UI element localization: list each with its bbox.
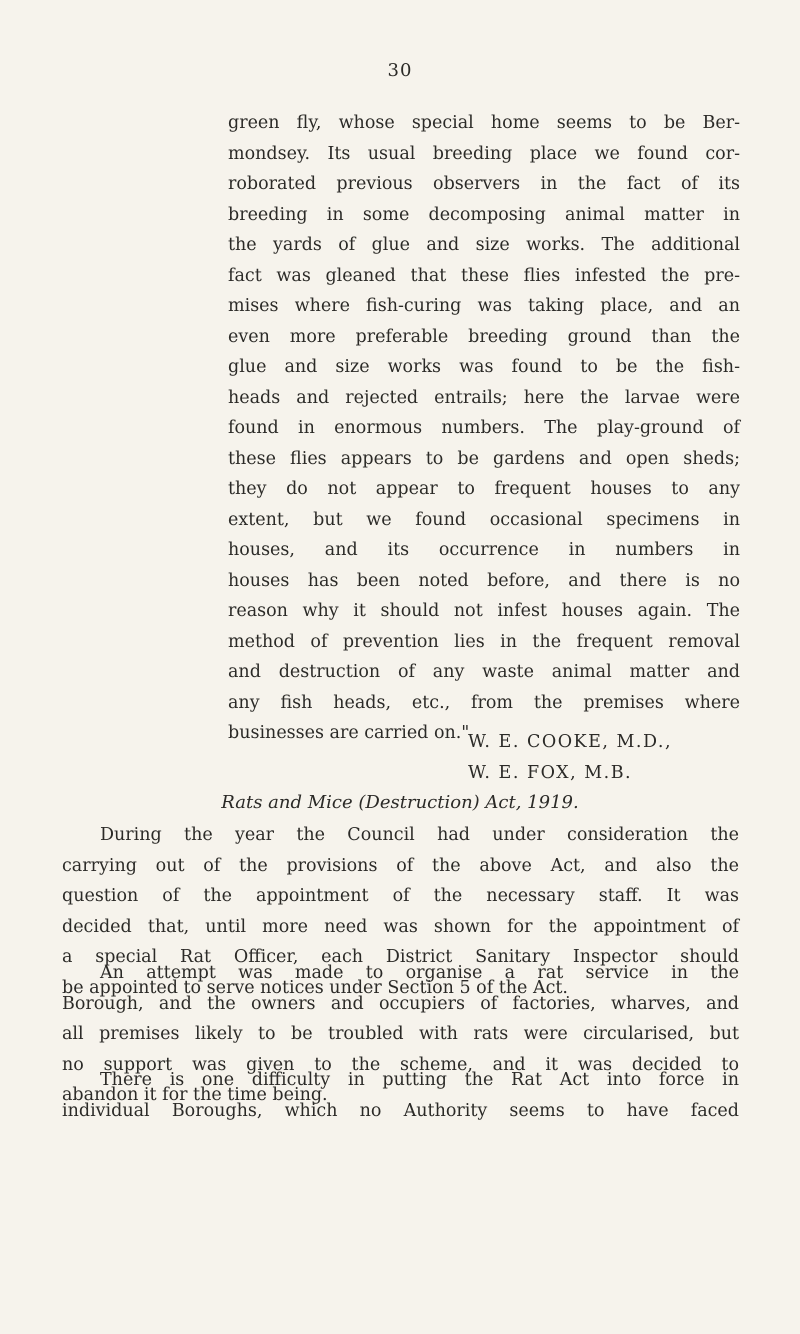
text-line: There is one difficulty in putting the Rat Act into force in bbox=[100, 1070, 739, 1090]
text-line: businesses are carried on." bbox=[228, 723, 470, 743]
text-line: method of prevention lies in the frequent removal bbox=[228, 631, 740, 652]
text-line: a special Rat Officer, each District Sanitary Inspector should bbox=[62, 947, 739, 967]
text-line: fact was gleaned that these flies infested the pre- bbox=[228, 265, 740, 286]
text-line: decided that, until more need was shown for the appointment of bbox=[62, 916, 739, 937]
text-line: and destruction of any waste animal matter and bbox=[228, 662, 740, 682]
text-line: mondsey. Its usual breeding place we found cor- bbox=[228, 143, 740, 164]
text-line: they do not appear to frequent houses to any bbox=[228, 479, 740, 499]
text-line: no support was given to the scheme, and it was decided to bbox=[62, 1054, 739, 1075]
text-line: roborated previous observers in the fact of its bbox=[228, 174, 740, 194]
text-line: even more preferable breeding ground than the bbox=[228, 326, 740, 347]
text-line: abandon it for the time being. bbox=[62, 1085, 328, 1105]
signature-fox: W. E. FOX, M.B. bbox=[468, 763, 633, 783]
text-line: During the year the Council had under consideration the bbox=[100, 825, 739, 845]
text-line: heads and rejected entrails; here the larvae were bbox=[228, 387, 740, 408]
text-line: An attempt was made to organise a rat service in the bbox=[100, 963, 739, 983]
quoted-report-text bbox=[228, 108, 740, 749]
section-heading: Rats and Mice (Destruction) Act, 1919. bbox=[221, 792, 579, 813]
text-line: houses has been noted before, and there is no bbox=[228, 570, 740, 591]
text-line: glue and size works was found to be the fish- bbox=[228, 357, 740, 377]
text-line: be appointed to serve notices under Section 5 of the Act. bbox=[62, 977, 568, 998]
text-line: houses, and its occurrence in numbers in bbox=[228, 540, 740, 560]
text-line: extent, but we found occasional specimens in bbox=[228, 509, 740, 530]
text-line: Borough, and the owners and occupiers of factories, wharves, and bbox=[62, 993, 739, 1014]
signature-cooke: W. E. COOKE, M.D., bbox=[468, 732, 673, 752]
text-line: green fly, whose special home seems to be Ber- bbox=[228, 113, 740, 133]
text-line: the yards of glue and size works. The additional bbox=[228, 235, 740, 255]
paragraph-difficulty bbox=[62, 1065, 739, 1126]
signatures bbox=[468, 727, 758, 789]
text-line: carrying out of the provisions of the above Act, and also the bbox=[62, 855, 739, 876]
page-number: 30 bbox=[387, 60, 413, 81]
text-line: mises where fish-curing was taking place, and an bbox=[228, 296, 740, 316]
text-line: reason why it should not infest houses again. The bbox=[228, 601, 740, 621]
text-line: individual Boroughs, which no Authority seems to have faced bbox=[62, 1100, 739, 1121]
text-line: any fish heads, etc., from the premises where bbox=[228, 692, 740, 713]
text-line: these flies appears to be gardens and open sheds; bbox=[228, 448, 740, 469]
text-line: breeding in some decomposing animal matter in bbox=[228, 204, 740, 225]
text-line: question of the appointment of the necessary staff. It was bbox=[62, 886, 739, 906]
text-line: found in enormous numbers. The play-ground of bbox=[228, 418, 740, 438]
text-line: all premises likely to be troubled with rats were circularised, but bbox=[62, 1024, 739, 1044]
